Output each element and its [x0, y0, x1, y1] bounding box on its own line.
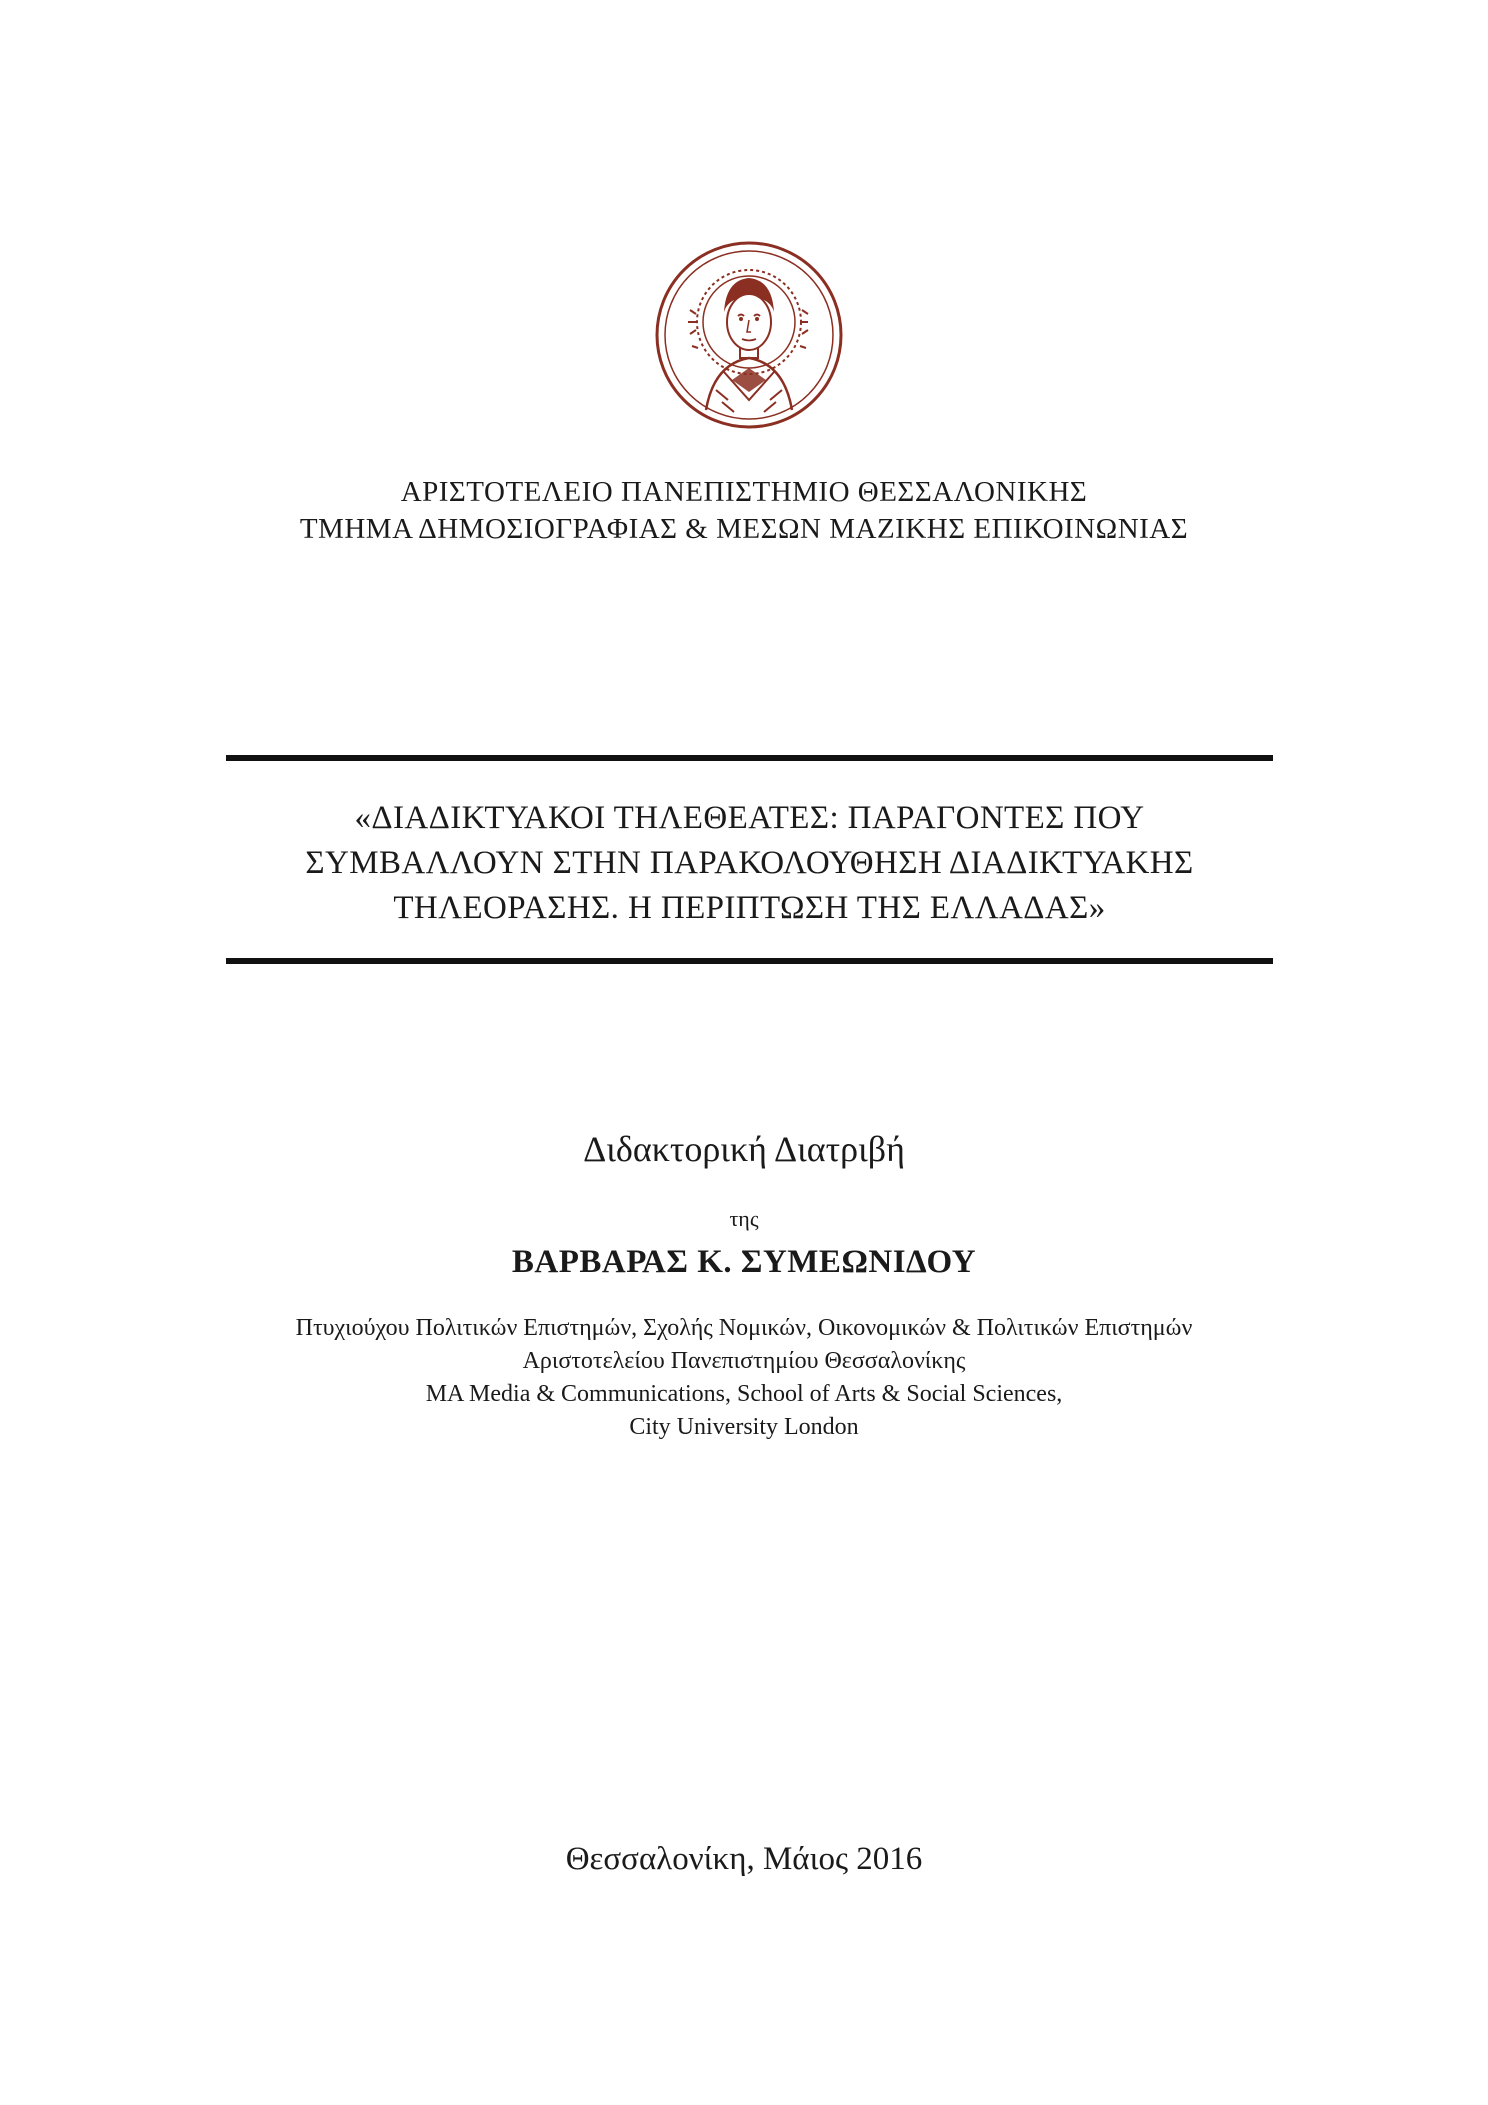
title-bottom-rule — [226, 958, 1273, 964]
place-and-date: Θεσσαλονίκη, Μάιος 2016 — [565, 1841, 923, 1877]
thesis-title — [226, 796, 1273, 931]
university-seal-icon — [654, 240, 844, 430]
thesis-title-line: ΣΥΜΒΑΛΛΟΥΝ ΣΤΗΝ ΠΑΡΑΚΟΛΟΥΘΗΣΗ ΔΙΑΔΙΚΤΥΑΚΗΣ — [305, 845, 1194, 881]
author-name: ΒΑΡΒΑΡΑΣ Κ. ΣΥΜΕΩΝΙΔΟΥ — [511, 1244, 977, 1280]
of-label: της — [729, 1206, 759, 1231]
thesis-title-line: «ΔΙΑΔΙΚΤΥΑΚΟΙ ΤΗΛΕΘΕΑΤΕΣ: ΠΑΡΑΓΟΝΤΕΣ ΠΟΥ — [354, 800, 1145, 836]
department-name: ΤΜΗΜΑ ΔΗΜΟΣΙΟΓΡΑΦΙΑΣ & ΜΕΣΩΝ ΜΑΖΙΚΗΣ ΕΠΙΚΟΙΝΩΝΙΑΣ — [299, 513, 1189, 545]
thesis-title-line: ΤΗΛΕΟΡΑΣΗΣ. Η ΠΕΡΙΠΤΩΣΗ ΤΗΣ ΕΛΛΑΔΑΣ» — [393, 890, 1106, 926]
document-type: Διδακτορική Διατριβή — [583, 1129, 905, 1169]
title-top-rule — [226, 755, 1273, 761]
university-header — [0, 474, 1488, 548]
credential-line: Πτυχιούχου Πολιτικών Επιστημών, Σχολής Νομικών, Οικονομικών & Πολιτικών Επιστημών — [295, 1315, 1193, 1341]
author-credentials — [0, 1312, 1488, 1444]
credential-line: MA Media & Communications, School of Arts & Social Sciences, — [425, 1381, 1063, 1407]
university-name: ΑΡΙΣΤΟΤΕΛΕΙΟ ΠΑΝΕΠΙΣΤΗΜΙΟ ΘΕΣΣΑΛΟΝΙΚΗΣ — [400, 476, 1088, 508]
credential-line: City University London — [629, 1414, 859, 1440]
credential-line: Αριστοτελείου Πανεπιστημίου Θεσσαλονίκης — [522, 1348, 966, 1374]
